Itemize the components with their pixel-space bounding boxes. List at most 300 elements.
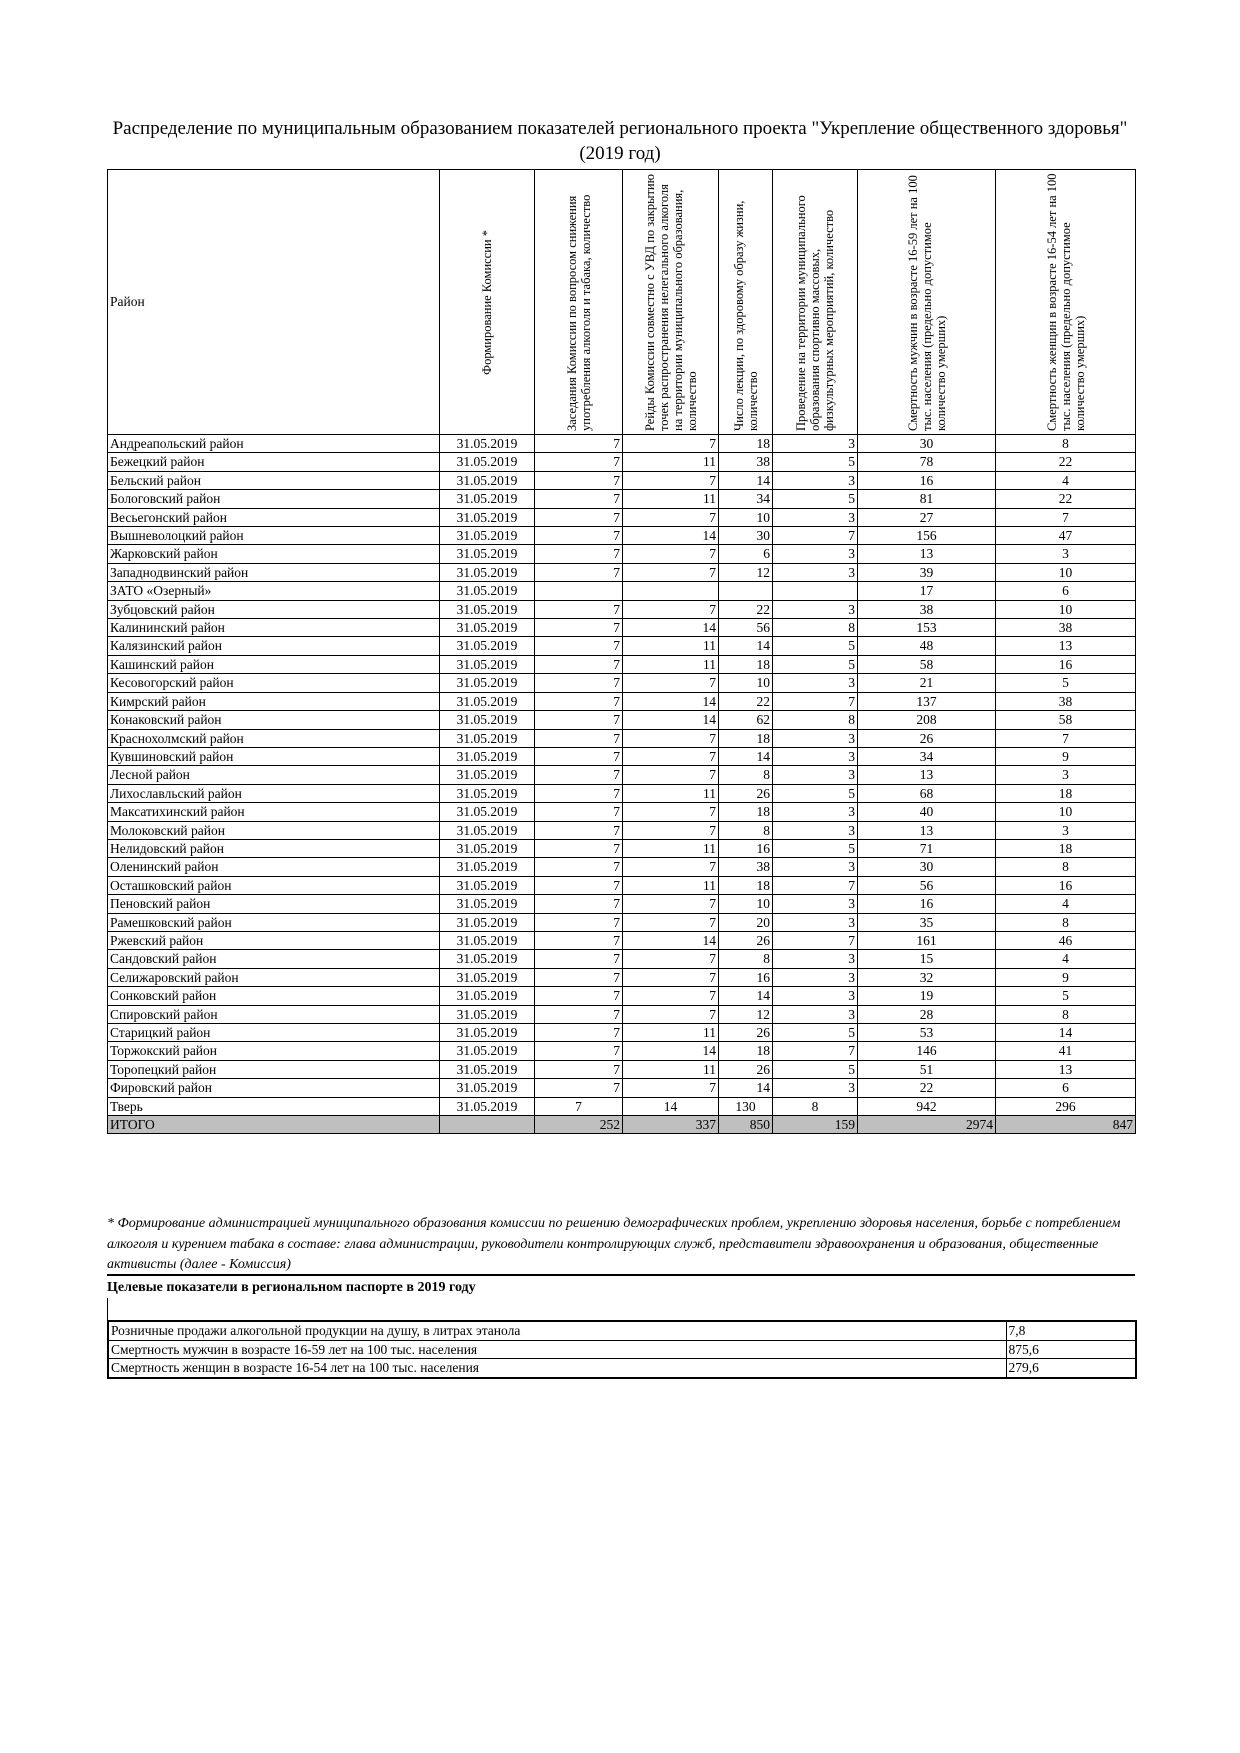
sport-events-cell: 3: [773, 895, 858, 913]
raids-cell: 7: [623, 508, 719, 526]
raids-cell: 14: [623, 619, 719, 637]
female-mortality-cell: 22: [996, 490, 1136, 508]
meetings-cell: 7: [535, 545, 623, 563]
indicators-table: [107, 169, 1136, 1134]
target-label: Смертность женщин в возрасте 16-54 лет на 100 тыс. населения: [108, 1359, 1006, 1378]
sport-events-cell: 8: [773, 1097, 858, 1115]
raids-cell: 7: [623, 766, 719, 784]
meetings-cell: [535, 582, 623, 600]
target-row: [108, 1340, 1136, 1359]
header-lectures: Число лекции, по здоровому образу жизни, количество: [719, 170, 773, 435]
table-row: [108, 619, 1136, 637]
lectures-cell: 18: [719, 876, 773, 894]
target-row: [108, 1321, 1136, 1340]
table-row: [108, 1005, 1136, 1023]
lectures-cell: 22: [719, 692, 773, 710]
district-cell: Ржевский район: [108, 931, 440, 949]
table-row: [108, 839, 1136, 857]
commission-date-cell: 31.05.2019: [440, 931, 535, 949]
lectures-cell: 14: [719, 1079, 773, 1097]
sport-events-cell: 3: [773, 674, 858, 692]
district-cell: Сандовский район: [108, 950, 440, 968]
sport-events-cell: 3: [773, 545, 858, 563]
meetings-cell: 7: [535, 1060, 623, 1078]
commission-date-cell: 31.05.2019: [440, 839, 535, 857]
sport-events-cell: 3: [773, 766, 858, 784]
male-mortality-cell: 30: [858, 858, 996, 876]
lectures-cell: 16: [719, 839, 773, 857]
header-meetings: Заседания Комиссии по вопросом снижения употребления алкоголя и табака, количество: [535, 170, 623, 435]
commission-date-cell: 31.05.2019: [440, 766, 535, 784]
meetings-cell: 7: [535, 1097, 623, 1115]
female-mortality-cell: 4: [996, 471, 1136, 489]
lectures-cell: 14: [719, 637, 773, 655]
page-title: Распределение по муниципальным образованием показателей регионального проекта "Укрепление общественного здоровья" (2019 год): [112, 118, 1128, 164]
raids-cell: 7: [623, 968, 719, 986]
district-cell: Селижаровский район: [108, 968, 440, 986]
meetings-cell: 7: [535, 839, 623, 857]
sport-events-cell: 3: [773, 563, 858, 581]
district-cell: Осташковский район: [108, 876, 440, 894]
targets-table: [107, 1320, 1137, 1379]
meetings-cell: 7: [535, 600, 623, 618]
raids-cell: 7: [623, 895, 719, 913]
raids-cell: 7: [623, 987, 719, 1005]
district-cell: Максатихинский район: [108, 803, 440, 821]
commission-date-cell: 31.05.2019: [440, 527, 535, 545]
lectures-cell: 18: [719, 729, 773, 747]
raids-cell: [623, 582, 719, 600]
table-row: [108, 1060, 1136, 1078]
sport-events-cell: 7: [773, 527, 858, 545]
lectures-cell: 38: [719, 858, 773, 876]
female-mortality-cell: 38: [996, 692, 1136, 710]
raids-cell: 11: [623, 655, 719, 673]
lectures-cell: 18: [719, 1042, 773, 1060]
male-mortality-cell: 19: [858, 987, 996, 1005]
district-cell: Торопецкий район: [108, 1060, 440, 1078]
female-mortality-cell: 10: [996, 803, 1136, 821]
raids-cell: 11: [623, 876, 719, 894]
total-district-cell: ИТОГО: [108, 1116, 440, 1134]
table-row: [108, 950, 1136, 968]
table-row: [108, 987, 1136, 1005]
district-cell: Калининский район: [108, 619, 440, 637]
table-row: [108, 968, 1136, 986]
district-cell: Кувшиновский район: [108, 747, 440, 765]
commission-date-cell: 31.05.2019: [440, 858, 535, 876]
meetings-cell: 7: [535, 987, 623, 1005]
lectures-cell: 34: [719, 490, 773, 508]
sport-events-cell: 7: [773, 692, 858, 710]
table-row: [108, 563, 1136, 581]
commission-date-cell: 31.05.2019: [440, 1005, 535, 1023]
commission-date-cell: 31.05.2019: [440, 1079, 535, 1097]
sport-events-cell: 3: [773, 913, 858, 931]
footnote: * Формирование администрацией муниципального образования комиссии по решению демографических проблем, укреплению здоровья населения, борьбе с потреблением алкоголя и курением табака в составе: глава администрации, руководители контролирующих служб, представители здравоохранения и образования, общественные активисты (далее - Комиссия): [107, 1216, 1121, 1272]
meetings-cell: 7: [535, 895, 623, 913]
raids-cell: 7: [623, 821, 719, 839]
header-raids: Рейды Комиссии совместно с УВД по закрытию точек распространения нелегального алкоголя на территории муниципального образования, количество: [623, 170, 719, 435]
meetings-cell: 7: [535, 1079, 623, 1097]
female-mortality-cell: 47: [996, 527, 1136, 545]
commission-date-cell: 31.05.2019: [440, 1024, 535, 1042]
table-row: [108, 527, 1136, 545]
raids-cell: 7: [623, 563, 719, 581]
commission-date-cell: 31.05.2019: [440, 471, 535, 489]
meetings-cell: 7: [535, 711, 623, 729]
meetings-cell: 7: [535, 1024, 623, 1042]
district-cell: Бельский район: [108, 471, 440, 489]
lectures-cell: 16: [719, 968, 773, 986]
total-meetings-cell: 252: [535, 1116, 623, 1134]
male-mortality-cell: 30: [858, 435, 996, 453]
male-mortality-cell: 35: [858, 913, 996, 931]
raids-cell: 11: [623, 1060, 719, 1078]
commission-date-cell: 31.05.2019: [440, 784, 535, 802]
district-cell: Вышневолоцкий район: [108, 527, 440, 545]
table-header-row: [108, 170, 1136, 435]
sport-events-cell: 3: [773, 968, 858, 986]
male-mortality-cell: 27: [858, 508, 996, 526]
commission-date-cell: 31.05.2019: [440, 692, 535, 710]
target-row: [108, 1359, 1136, 1378]
district-cell: Пеновский район: [108, 895, 440, 913]
raids-cell: 7: [623, 950, 719, 968]
raids-cell: 14: [623, 692, 719, 710]
commission-date-cell: 31.05.2019: [440, 1042, 535, 1060]
commission-date-cell: 31.05.2019: [440, 968, 535, 986]
sport-events-cell: 3: [773, 508, 858, 526]
female-mortality-cell: 46: [996, 931, 1136, 949]
female-mortality-cell: 296: [996, 1097, 1136, 1115]
raids-cell: 7: [623, 674, 719, 692]
raids-cell: 14: [623, 711, 719, 729]
female-mortality-cell: 16: [996, 655, 1136, 673]
male-mortality-cell: 39: [858, 563, 996, 581]
male-mortality-cell: 51: [858, 1060, 996, 1078]
table-row: [108, 821, 1136, 839]
table-row: [108, 711, 1136, 729]
table-row: [108, 784, 1136, 802]
female-mortality-cell: 9: [996, 968, 1136, 986]
male-mortality-cell: 16: [858, 471, 996, 489]
commission-date-cell: 31.05.2019: [440, 950, 535, 968]
sport-events-cell: 8: [773, 711, 858, 729]
commission-date-cell: 31.05.2019: [440, 619, 535, 637]
district-cell: Тверь: [108, 1097, 440, 1115]
female-mortality-cell: 10: [996, 600, 1136, 618]
meetings-cell: 7: [535, 1005, 623, 1023]
meetings-cell: 7: [535, 508, 623, 526]
sport-events-cell: 7: [773, 931, 858, 949]
district-cell: Конаковский район: [108, 711, 440, 729]
sport-events-cell: 5: [773, 1024, 858, 1042]
target-value: 7,8: [1006, 1321, 1136, 1340]
sport-events-cell: 3: [773, 803, 858, 821]
commission-date-cell: 31.05.2019: [440, 563, 535, 581]
sport-events-cell: 5: [773, 453, 858, 471]
lectures-cell: 38: [719, 453, 773, 471]
male-mortality-cell: 13: [858, 821, 996, 839]
commission-date-cell: 31.05.2019: [440, 674, 535, 692]
lectures-cell: 14: [719, 471, 773, 489]
meetings-cell: 7: [535, 619, 623, 637]
district-cell: ЗАТО «Озерный»: [108, 582, 440, 600]
district-cell: Калязинский район: [108, 637, 440, 655]
district-cell: Рамешковский район: [108, 913, 440, 931]
lectures-cell: 18: [719, 435, 773, 453]
female-mortality-cell: 5: [996, 674, 1136, 692]
lectures-cell: 30: [719, 527, 773, 545]
table-row: [108, 582, 1136, 600]
table-row: [108, 1079, 1136, 1097]
commission-date-cell: 31.05.2019: [440, 582, 535, 600]
lectures-cell: 14: [719, 747, 773, 765]
district-cell: Торжокский район: [108, 1042, 440, 1060]
lectures-cell: 10: [719, 508, 773, 526]
raids-cell: 7: [623, 435, 719, 453]
commission-date-cell: 31.05.2019: [440, 508, 535, 526]
commission-date-cell: 31.05.2019: [440, 1097, 535, 1115]
commission-date-cell: 31.05.2019: [440, 711, 535, 729]
table-row: [108, 692, 1136, 710]
total-sport-events-cell: 159: [773, 1116, 858, 1134]
sport-events-cell: 3: [773, 858, 858, 876]
meetings-cell: 7: [535, 453, 623, 471]
commission-date-cell: 31.05.2019: [440, 490, 535, 508]
lectures-cell: 130: [719, 1097, 773, 1115]
sport-events-cell: 3: [773, 600, 858, 618]
commission-date-cell: 31.05.2019: [440, 747, 535, 765]
commission-date-cell: 31.05.2019: [440, 729, 535, 747]
meetings-cell: 7: [535, 950, 623, 968]
sport-events-cell: 3: [773, 987, 858, 1005]
table-row: [108, 655, 1136, 673]
lectures-cell: 10: [719, 674, 773, 692]
raids-cell: 7: [623, 913, 719, 931]
total-female-mortality-cell: 847: [996, 1116, 1136, 1134]
male-mortality-cell: 208: [858, 711, 996, 729]
meetings-cell: 7: [535, 931, 623, 949]
raids-cell: 14: [623, 1042, 719, 1060]
meetings-cell: 7: [535, 527, 623, 545]
lectures-cell: 12: [719, 563, 773, 581]
lectures-cell: 8: [719, 766, 773, 784]
female-mortality-cell: 7: [996, 508, 1136, 526]
male-mortality-cell: 21: [858, 674, 996, 692]
female-mortality-cell: 8: [996, 913, 1136, 931]
total-raids-cell: 337: [623, 1116, 719, 1134]
table-row: [108, 766, 1136, 784]
lectures-cell: 12: [719, 1005, 773, 1023]
male-mortality-cell: 161: [858, 931, 996, 949]
sport-events-cell: [773, 582, 858, 600]
female-mortality-cell: 9: [996, 747, 1136, 765]
table-row: [108, 1042, 1136, 1060]
lectures-cell: 22: [719, 600, 773, 618]
table-row: [108, 858, 1136, 876]
meetings-cell: 7: [535, 968, 623, 986]
district-cell: Нелидовский район: [108, 839, 440, 857]
male-mortality-cell: 13: [858, 766, 996, 784]
sport-events-cell: 7: [773, 1042, 858, 1060]
target-value: 279,6: [1006, 1359, 1136, 1378]
sport-events-cell: 5: [773, 839, 858, 857]
meetings-cell: 7: [535, 766, 623, 784]
total-lectures-cell: 850: [719, 1116, 773, 1134]
male-mortality-cell: 16: [858, 895, 996, 913]
table-row: [108, 471, 1136, 489]
district-cell: Андреапольский район: [108, 435, 440, 453]
male-mortality-cell: 26: [858, 729, 996, 747]
total-commission-date-cell: [440, 1116, 535, 1134]
male-mortality-cell: 40: [858, 803, 996, 821]
lectures-cell: [719, 582, 773, 600]
male-mortality-cell: 137: [858, 692, 996, 710]
district-cell: Молоковский район: [108, 821, 440, 839]
raids-cell: 7: [623, 1005, 719, 1023]
meetings-cell: 7: [535, 1042, 623, 1060]
meetings-cell: 7: [535, 471, 623, 489]
lectures-cell: 56: [719, 619, 773, 637]
sport-events-cell: 3: [773, 950, 858, 968]
female-mortality-cell: 38: [996, 619, 1136, 637]
district-cell: Спировский район: [108, 1005, 440, 1023]
raids-cell: 7: [623, 471, 719, 489]
sport-events-cell: 5: [773, 637, 858, 655]
district-cell: Лихославльский район: [108, 784, 440, 802]
meetings-cell: 7: [535, 637, 623, 655]
district-cell: Зубцовский район: [108, 600, 440, 618]
female-mortality-cell: 8: [996, 858, 1136, 876]
commission-date-cell: 31.05.2019: [440, 435, 535, 453]
table-row: [108, 1024, 1136, 1042]
male-mortality-cell: 58: [858, 655, 996, 673]
table-row: [108, 637, 1136, 655]
district-cell: Оленинский район: [108, 858, 440, 876]
raids-cell: 11: [623, 839, 719, 857]
header-district: Район: [108, 170, 440, 435]
raids-cell: 7: [623, 600, 719, 618]
raids-cell: 7: [623, 858, 719, 876]
table-row: [108, 600, 1136, 618]
female-mortality-cell: 3: [996, 821, 1136, 839]
district-cell: Бологовский район: [108, 490, 440, 508]
targets-title: Целевые показатели в региональном паспорте в 2019 году: [107, 1274, 1135, 1298]
meetings-cell: 7: [535, 876, 623, 894]
male-mortality-cell: 81: [858, 490, 996, 508]
female-mortality-cell: 22: [996, 453, 1136, 471]
male-mortality-cell: 78: [858, 453, 996, 471]
meetings-cell: 7: [535, 913, 623, 931]
meetings-cell: 7: [535, 784, 623, 802]
commission-date-cell: 31.05.2019: [440, 600, 535, 618]
sport-events-cell: 5: [773, 784, 858, 802]
table-row: [108, 803, 1136, 821]
meetings-cell: 7: [535, 803, 623, 821]
lectures-cell: 10: [719, 895, 773, 913]
lectures-cell: 14: [719, 987, 773, 1005]
female-mortality-cell: 13: [996, 637, 1136, 655]
sport-events-cell: 7: [773, 876, 858, 894]
commission-date-cell: 31.05.2019: [440, 637, 535, 655]
lectures-cell: 8: [719, 821, 773, 839]
sport-events-cell: 3: [773, 1005, 858, 1023]
raids-cell: 11: [623, 453, 719, 471]
header-sport-events: Проведение на территории муниципального образования спортивно массовых, физкультурных мероприятий, количество: [773, 170, 858, 435]
target-label: Розничные продажи алкогольной продукции на душу, в литрах этанола: [108, 1321, 1006, 1340]
table-row: [108, 508, 1136, 526]
meetings-cell: 7: [535, 729, 623, 747]
male-mortality-cell: 22: [858, 1079, 996, 1097]
raids-cell: 14: [623, 1097, 719, 1115]
male-mortality-cell: 34: [858, 747, 996, 765]
district-cell: Западнодвинский район: [108, 563, 440, 581]
table-row: [108, 1097, 1136, 1115]
meetings-cell: 7: [535, 435, 623, 453]
table-row: [108, 729, 1136, 747]
district-cell: Кесовогорский район: [108, 674, 440, 692]
district-cell: Бежецкий район: [108, 453, 440, 471]
female-mortality-cell: 5: [996, 987, 1136, 1005]
lectures-cell: 26: [719, 931, 773, 949]
raids-cell: 14: [623, 931, 719, 949]
female-mortality-cell: 8: [996, 435, 1136, 453]
meetings-cell: 7: [535, 655, 623, 673]
table-row: [108, 931, 1136, 949]
table-row: [108, 435, 1136, 453]
district-cell: Жарковский район: [108, 545, 440, 563]
district-cell: Сонковский район: [108, 987, 440, 1005]
male-mortality-cell: 942: [858, 1097, 996, 1115]
sport-events-cell: 5: [773, 490, 858, 508]
sport-events-cell: 8: [773, 619, 858, 637]
raids-cell: 14: [623, 527, 719, 545]
commission-date-cell: 31.05.2019: [440, 803, 535, 821]
raids-cell: 11: [623, 1024, 719, 1042]
district-cell: Весьегонский район: [108, 508, 440, 526]
raids-cell: 7: [623, 747, 719, 765]
female-mortality-cell: 3: [996, 545, 1136, 563]
district-cell: Фировский район: [108, 1079, 440, 1097]
lectures-cell: 6: [719, 545, 773, 563]
female-mortality-cell: 10: [996, 563, 1136, 581]
lectures-cell: 26: [719, 1024, 773, 1042]
raids-cell: 7: [623, 803, 719, 821]
male-mortality-cell: 17: [858, 582, 996, 600]
commission-date-cell: 31.05.2019: [440, 655, 535, 673]
female-mortality-cell: 18: [996, 839, 1136, 857]
commission-date-cell: 31.05.2019: [440, 895, 535, 913]
meetings-cell: 7: [535, 490, 623, 508]
table-row: [108, 490, 1136, 508]
male-mortality-cell: 15: [858, 950, 996, 968]
raids-cell: 11: [623, 490, 719, 508]
total-male-mortality-cell: 2974: [858, 1116, 996, 1134]
table-row: [108, 895, 1136, 913]
male-mortality-cell: 53: [858, 1024, 996, 1042]
female-mortality-cell: 6: [996, 1079, 1136, 1097]
target-value: 875,6: [1006, 1340, 1136, 1359]
female-mortality-cell: 16: [996, 876, 1136, 894]
table-row: [108, 876, 1136, 894]
commission-date-cell: 31.05.2019: [440, 1060, 535, 1078]
meetings-cell: 7: [535, 747, 623, 765]
commission-date-cell: 31.05.2019: [440, 876, 535, 894]
district-cell: Кимрский район: [108, 692, 440, 710]
female-mortality-cell: 8: [996, 1005, 1136, 1023]
